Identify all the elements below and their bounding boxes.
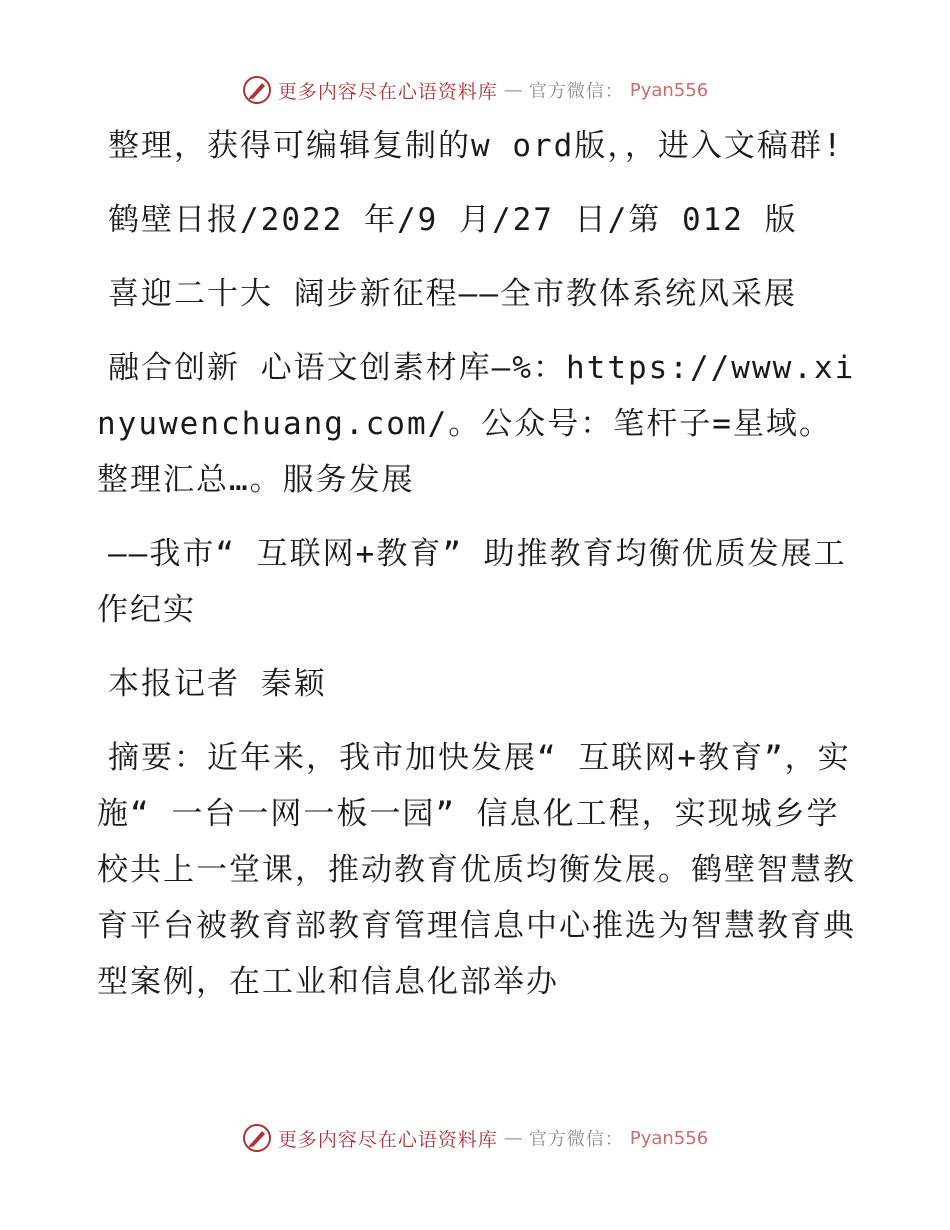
quill-pen-icon (242, 1123, 272, 1153)
watermark-separator: — (503, 79, 523, 101)
watermark-brand-text: 更多内容尽在心语资料库 (277, 1128, 498, 1151)
watermark-wechat-id: Pyan556 (629, 79, 709, 101)
source-line: 鹤壁日报/2022 年/9 月/27 日/第 012 版 (108, 202, 798, 238)
column-title: 喜迎二十大 阔步新征程——全市教体系统风采展 (108, 276, 797, 312)
watermark-separator: — (503, 1127, 523, 1149)
header-watermark (0, 70, 950, 110)
footer-watermark (0, 1118, 950, 1158)
watermark-brand-text: 更多内容尽在心语资料库 (277, 80, 498, 103)
abstract-paragraph: 摘要：近年来，我市加快发展“ 互联网+教育”，实施“ 一台一网一板一园” 信息化工程，实现城乡学校共上一堂课，推动教育优质均衡发展。鹤壁智慧教育平台被教育部教育管理信息中心推选为智慧教育典型案例，在工业和信息化部举办 (97, 740, 856, 1000)
watermark-wechat-id: Pyan556 (629, 1127, 709, 1149)
article-subtitle: ——我市“ 互联网+教育” 助推教育均衡优质发展工作纪实 (97, 536, 847, 628)
article-title: 融合创新 心语文创素材库—%：https://www.xinyuwenchuang.com/。公众号：笔杆子=星域。整理汇总…。服务发展 (97, 350, 856, 498)
watermark-official-label: 官方微信： (528, 1129, 624, 1150)
quill-pen-icon (242, 75, 272, 105)
byline: 本报记者 秦颖 (108, 666, 327, 702)
intro-paragraph: 整理，获得可编辑复制的w ord版，，进入文稿群! (108, 128, 844, 164)
document-body (97, 118, 857, 1028)
watermark-official-label: 官方微信： (528, 81, 624, 102)
